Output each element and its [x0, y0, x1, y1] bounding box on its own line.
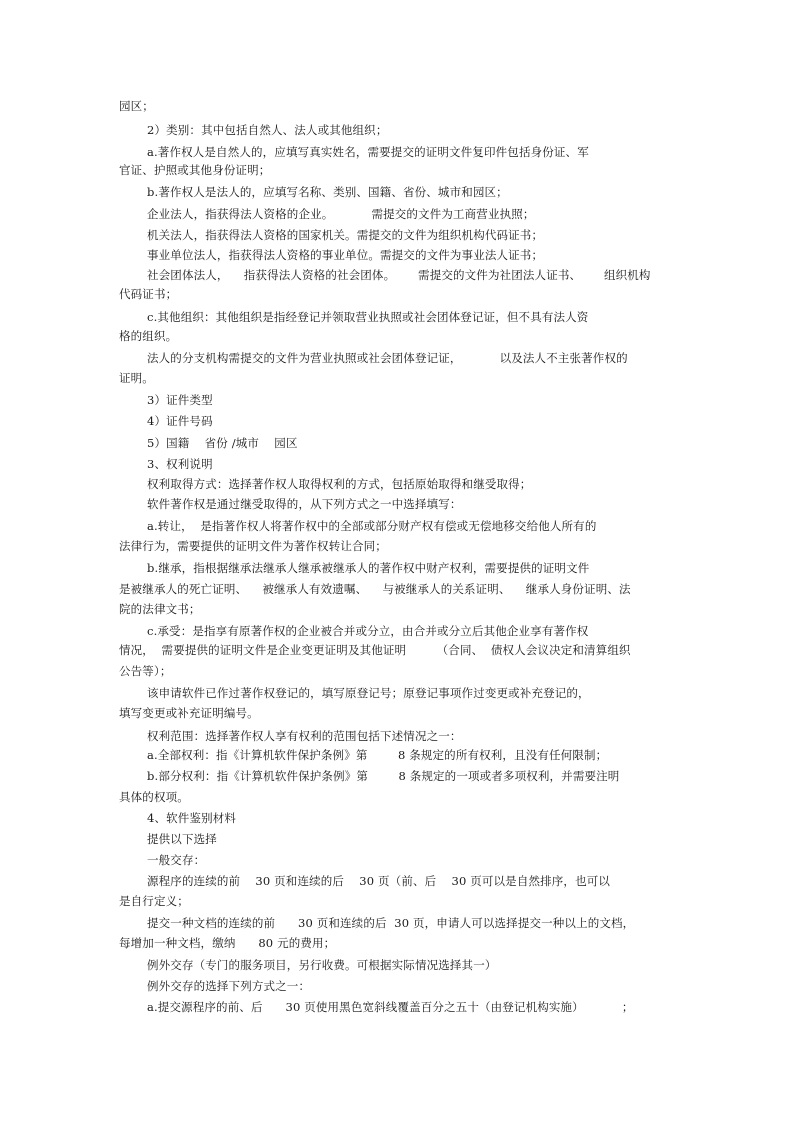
text-line: 是自行定义； — [119, 894, 189, 908]
text-line: 4）证件号码 — [147, 414, 213, 428]
text-line: 提交一种文档的连续的前 30 页和连续的后 30 页，申请人可以选择提交一种以上的文档， — [147, 916, 635, 930]
text-line: 填写变更或补充证明编号。 — [119, 706, 259, 720]
text-line: 4、软件鉴别材料 — [147, 811, 237, 825]
text-line: 园区； — [119, 99, 154, 113]
text-line: 机关法人，指获得法人资格的国家机关。需提交的文件为组织机构代码证书； — [147, 228, 544, 242]
text-line: 具体的权项。 — [119, 790, 189, 804]
text-line: 提供以下选择 — [147, 832, 217, 846]
text-line: 法律行为，需要提供的证明文件为著作权转让合同； — [119, 539, 387, 553]
text-line: a.著作权人是自然人的，应填写真实姓名，需要提交的证明文件复印件包括身份证、军 — [147, 145, 589, 159]
text-line: 是被继承人的死亡证明、 被继承人有效遗嘱、 与被继承人的关系证明、 继承人身份证明、法 — [119, 582, 631, 596]
text-line: a.转让， 是指著作权人将著作权中的全部或部分财产权有偿或无偿地移交给他人所有的 — [147, 519, 597, 533]
text-line: 3、权利说明 — [147, 457, 213, 471]
text-line: 例外交存的选择下列方式之一： — [147, 979, 311, 993]
text-line: 证明。 — [119, 371, 154, 385]
text-line: 企业法人，指获得法人资格的企业。 需提交的文件为工商营业执照； — [147, 207, 535, 221]
text-line: 法人的分支机构需提交的文件为营业执照或社会团体登记证， 以及法人不主张著作权的 — [147, 351, 628, 365]
text-line: a.提交源程序的前、后 30 页使用黑色宽斜线覆盖百分之五十（由登记机构实施） ； — [147, 1000, 634, 1014]
text-line: 公告等）； — [119, 664, 172, 678]
text-line: b.部分权利：指《计算机软件保护条例》第 8 条规定的一项或者多项权利，并需要注明 — [147, 769, 620, 783]
text-line: 权利取得方式：选择著作权人取得权利的方式，包括原始取得和继受取得； — [147, 477, 532, 491]
text-line: 权利范围：选择著作权人享有权利的范围包括下述情况之一： — [147, 729, 462, 743]
text-line: c.承受：是指享有原著作权的企业被合并或分立，由合并或分立后其他企业享有著作权 — [147, 624, 589, 638]
text-line: 格的组织。 — [119, 329, 178, 343]
text-line: b.继承，指根据继承法继承人继承被继承人的著作权中财产权利，需要提供的证明文件 — [147, 561, 590, 575]
text-line: 一般交存： — [147, 853, 206, 867]
text-line: 代码证书； — [119, 287, 178, 301]
text-line: 每增加一种文档，缴纳 80 元的费用； — [119, 936, 336, 950]
text-line: a.全部权利：指《计算机软件保护条例》第 8 条规定的所有权利，且没有任何限制； — [147, 748, 608, 762]
text-line: 院的法律文书； — [119, 602, 201, 616]
text-line: 2）类别：其中包括自然人、法人或其他组织； — [147, 123, 388, 137]
text-line: 该申请软件已作过著作权登记的，填写原登记号；原登记事项作过变更或补充登记的， — [147, 686, 590, 700]
text-line: 5）国籍 省份 /城市 园区 — [147, 436, 298, 450]
text-line: b.著作权人是法人的，应填写名称、类别、国籍、省份、城市和园区； — [147, 185, 508, 199]
text-line: 官证、护照或其他身份证明； — [119, 163, 271, 177]
text-line: 3）证件类型 — [147, 393, 213, 407]
text-line: 软件著作权是通过继受取得的，从下列方式之一中选择填写： — [147, 497, 462, 511]
text-line: 社会团体法人， 指获得法人资格的社会团体。 需提交的文件为社团法人证书、 组织机构 — [147, 268, 651, 282]
text-line: 例外交存（专门的服务项目，另行收费。可根据实际情况选择其一） — [147, 958, 497, 972]
text-line: 情况， 需要提供的证明文件是企业变更证明及其他证明 （合同、 债权人会议决定和清算组织 — [119, 643, 631, 657]
text-line: c.其他组织：其他组织是指经登记并领取营业执照或社会团体登记证，但不具有法人资 — [147, 310, 589, 324]
text-line: 源程序的连续的前 30 页和连续的后 30 页（前、后 30 页可以是自然排序，也可以 — [147, 874, 611, 888]
text-line: 事业单位法人，指获得法人资格的事业单位。需提交的文件为事业法人证书； — [147, 248, 544, 262]
